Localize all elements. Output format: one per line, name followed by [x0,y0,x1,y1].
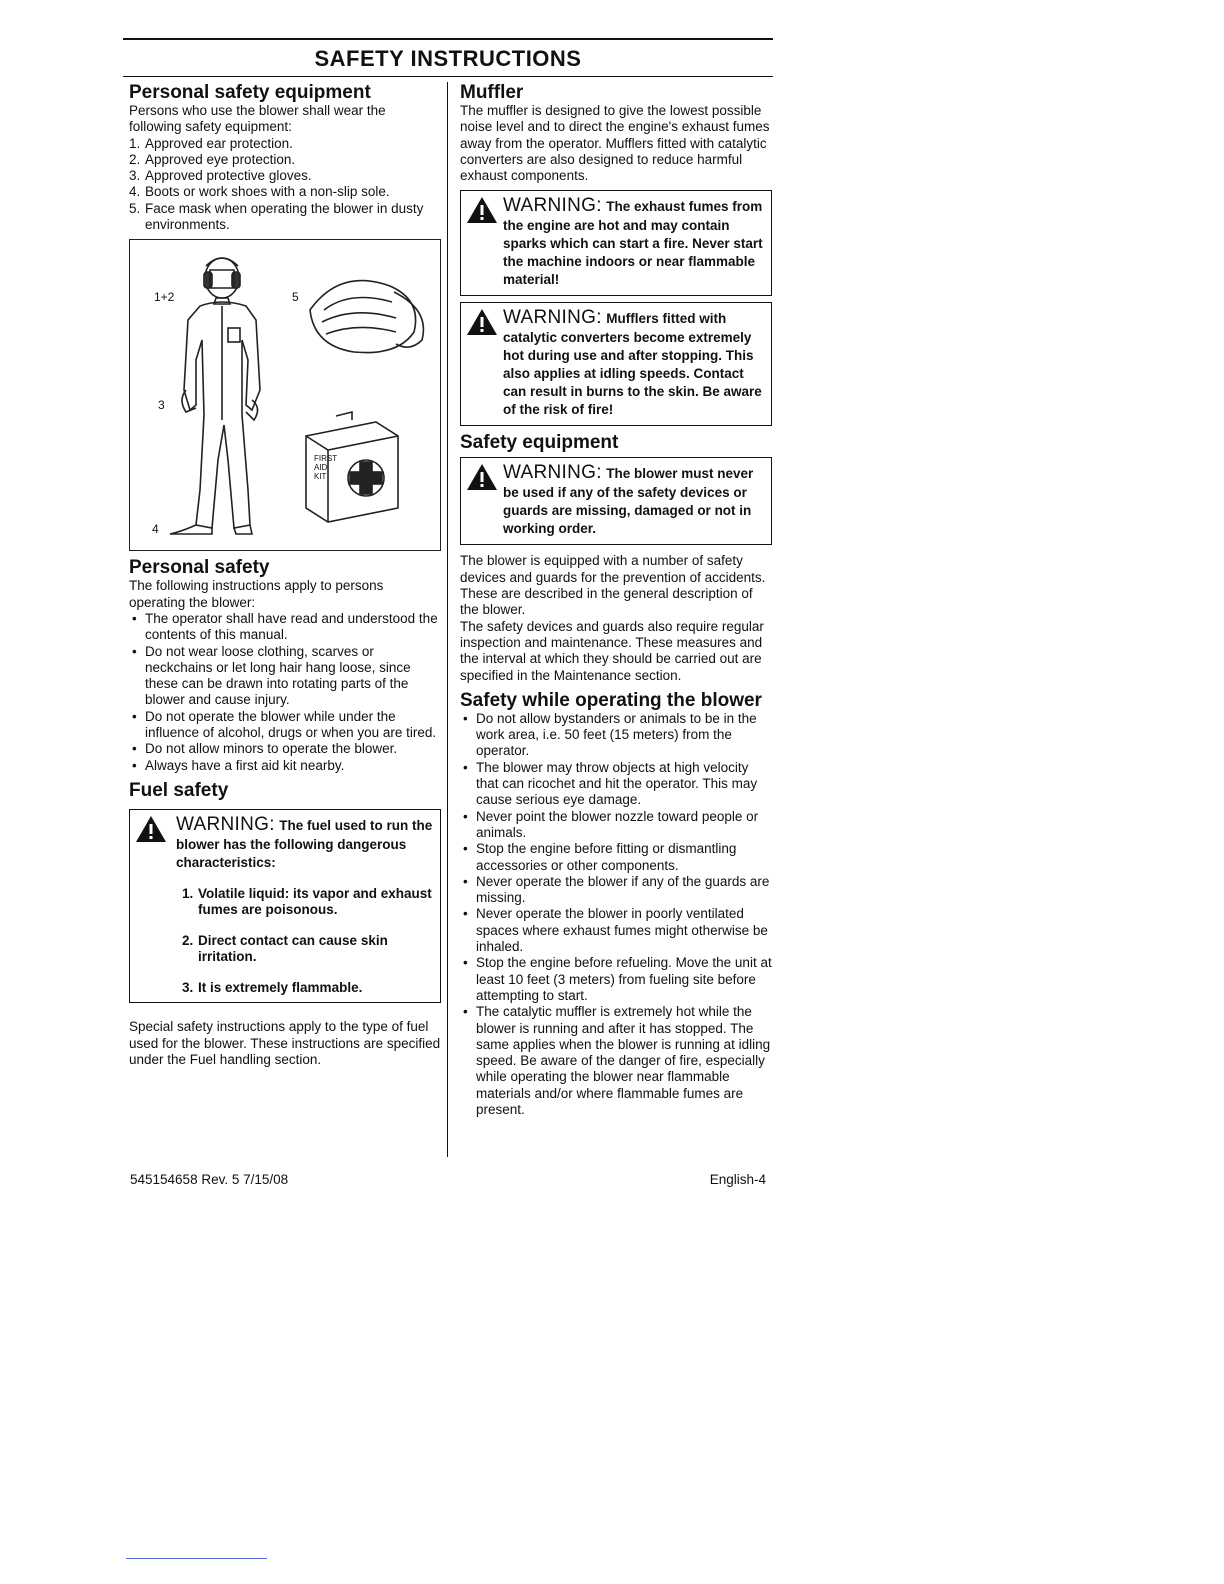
kit-label: FIRST AID KIT [314,454,337,482]
safety-equipment-para-1: The blower is equipped with a number of safety devices and guards for the prevention of accidents. These are described in the general description of the blower. [460,553,766,618]
safety-equipment-heading: Safety equipment [460,432,619,454]
warning-text: The exhaust fumes from the engine are hot and may contain sparks which can start a fire. Never start the machine indoors or near flammable material! [503,199,763,288]
fuel-safety-heading: Fuel safety [129,779,229,801]
muffler-heading: Muffler [460,82,524,103]
list-item: 1. Approved ear protection. [129,135,293,151]
footer-doc-number: 545154658 Rev. 5 7/15/08 [130,1172,289,1187]
list-item: • Never operate the blower in poorly ventilated spaces where exhaust fumes might otherwise be inhaled. [460,906,772,955]
footer-page-number: English-4 [709,1172,766,1187]
figure-label-3: 3 [158,398,165,413]
fuel-warning-box [129,809,441,1004]
fuel-note: Special safety instructions apply to the type of fuel used for the blower. These instructions are specified under the Fuel handling section. [129,1019,441,1068]
figure-label-5: 5 [292,290,299,305]
left-column [129,82,441,1068]
warning-title: WARNING: [503,195,602,217]
top-rule [123,38,773,40]
muffler-warning-box-1 [460,190,772,296]
list-item: 3. It is extremely flammable. [182,979,363,995]
pse-heading: Personal safety equipment [129,82,371,103]
safety-equipment-warning-box [460,457,772,545]
list-item: • Always have a first aid kit nearby. [129,758,441,774]
safety-equipment-para-2: The safety devices and guards also require regular inspection and maintenance. These measures and the interval at which they should be carried out are specified in the Maintenance section. [460,618,764,683]
list-item: • The operator shall have read and understood the contents of this manual. [129,611,441,644]
pse-intro: Persons who use the blower shall wear the following safety equipment: [129,103,386,135]
figure-label-1-2: 1+2 [154,290,175,305]
pse-list [129,136,441,234]
warning-triangle-icon [465,307,499,337]
warning-text: The blower must never be used if any of the safety devices or guards are missing, damaged or not in working order. [503,466,754,537]
page-title: SAFETY INSTRUCTIONS [314,46,582,71]
operating-heading: Safety while operating the blower [460,689,762,711]
list-item: • The blower may throw objects at high velocity that can ricochet and hit the operator. This may cause serious eye damage. [460,760,772,809]
warning-title: WARNING: [176,813,275,835]
worker-figure [170,258,260,534]
list-item: • The catalytic muffler is extremely hot while the blower is running and after it has stopped. The same applies when the blower is running at idling speed. Be aware of the danger of fire, especially while operating the blower near flammable materials and/or where flammable fumes are present. [460,1004,772,1118]
list-item: 3. Approved protective gloves. [129,168,312,184]
warning-triangle-icon [465,462,499,492]
bottom-link-line [126,1558,267,1559]
dust-mask [310,281,423,353]
warning-triangle-icon [465,195,499,225]
warning-list [176,886,434,997]
list-item: • Stop the engine before fitting or dismantling accessories or other components. [460,841,772,874]
warning-title: WARNING: [503,307,602,329]
equipment-illustration [130,240,440,550]
muffler-warning-box-2 [460,302,772,426]
warning-title: WARNING: [503,462,602,484]
muffler-text: The muffler is designed to give the lowest possible noise level and to direct the engine's exhaust fumes away from the operator. Mufflers fitted with catalytic converters are also designed to reduce harmful exhaust components. [460,103,770,184]
personal-safety-intro: The following instructions apply to persons operating the blower: [129,578,384,610]
list-item: 4. Boots or work shoes with a non-slip sole. [129,184,390,200]
list-item: 1. Volatile liquid: its vapor and exhaust fumes are poisonous. [182,885,432,918]
warning-text: The fuel used to run the blower has the following dangerous characteristics: [176,817,433,870]
warning-text: Mufflers fitted with catalytic converters become extremely hot during use and after stopping. This also applies at idling speeds. Contact can result in burns to the skin. Be aware of the risk of fire! [503,311,762,418]
warning-triangle-icon [134,814,168,844]
personal-safety-list [129,611,441,774]
title-rule [123,76,773,77]
list-item: • Do not operate the blower while under the influence of alcohol, drugs or when you are tired. [129,709,441,742]
list-item: • Do not allow minors to operate the blower. [129,741,441,757]
list-item: 2. Direct contact can cause skin irritation. [182,932,388,965]
figure-label-4: 4 [152,522,159,537]
list-item: • Do not allow bystanders or animals to be in the work area, i.e. 50 feet (15 meters) from the operator. [460,711,772,760]
safety-equipment-figure [129,239,441,551]
list-item: • Do not wear loose clothing, scarves or neckchains or let long hair hang loose, since these can be drawn into rotating parts of the blower and cause injury. [129,644,441,709]
list-item: 2. Approved eye protection. [129,151,296,167]
personal-safety-heading: Personal safety [129,557,270,579]
list-item: • Never point the blower nozzle toward people or animals. [460,809,772,842]
list-item: • Stop the engine before refueling. Move the unit at least 10 feet (3 meters) from fueling site before attempting to start. [460,955,772,1004]
column-divider [447,82,448,1157]
right-column [460,82,772,1118]
list-item: 5. Face mask when operating the blower in dusty environments. [129,200,424,233]
list-item: • Never operate the blower if any of the guards are missing. [460,874,772,907]
operating-list [460,711,772,1118]
